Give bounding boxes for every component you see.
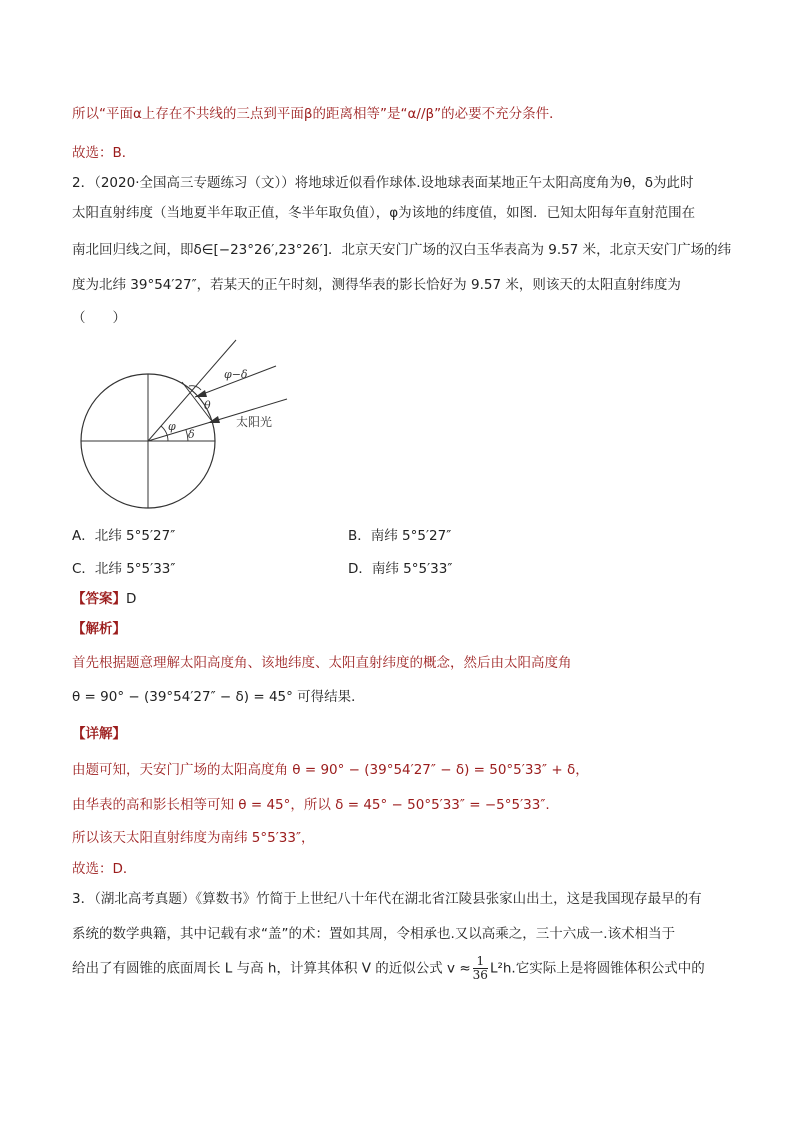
- detail-line3: 所以该天太阳直射纬度为南纬 5°5′33″，: [72, 830, 315, 846]
- label-theta: θ: [204, 399, 211, 412]
- sunray-upper-arrow: [195, 390, 207, 397]
- detail-line2: 由华表的高和影长相等可知 θ = 45°，所以 δ = 45° − 50°5′33″ = −5°5′33″.: [72, 797, 550, 813]
- final-answer: 故选：D．: [72, 861, 137, 877]
- answer-value: D: [126, 591, 137, 607]
- q2-blank: （ ）: [72, 310, 126, 326]
- q2-line1: 2．（2020·全国高三专题练习（文））将地球近似看作球体.设地球表面某地正午太阳高度角为θ，δ为此时: [72, 175, 694, 191]
- q3-line3-end: L²h.它实际上是将圆锥体积公式中的: [489, 960, 705, 977]
- option-c: C．北纬 5°5′33″: [72, 561, 176, 577]
- earth-diagram: [60, 330, 320, 520]
- label-delta: δ: [188, 428, 195, 441]
- label-phi: φ: [168, 420, 176, 433]
- label-sunlight: 太阳光: [236, 415, 273, 429]
- prev-conclusion: 所以“平面α上存在不共线的三点到平面β的距离相等”是“α//β”的必要不充分条件．: [72, 106, 563, 122]
- detail-line1: 由题可知，天安门广场的太阳高度角 θ = 90° − (39°54′27″ − δ) = 50°5′33″ + δ，: [72, 762, 589, 778]
- analysis-text: 首先根据题意理解太阳高度角、该地纬度、太阳直射纬度的概念，然后由太阳高度角: [72, 655, 572, 671]
- analysis-tag: 【解析】: [72, 621, 126, 637]
- prev-answer: 故选：B．: [72, 145, 136, 161]
- option-a: A．北纬 5°5′27″: [72, 528, 176, 544]
- q2-line3: 南北回归线之间，即δ∈[−23°26′,23°26′]．北京天安门广场的汉白玉华表高为 9.57 米，北京天安门广场的纬: [72, 242, 732, 258]
- sunray-lower-arrow: [208, 416, 220, 423]
- label-phi-delta: φ−δ: [224, 368, 248, 381]
- q3-line2: 系统的数学典籍，其中记载有求“盖”的术：置如其周，令相承也.又以高乘之，三十六成一.该术相当于: [72, 926, 676, 942]
- q3-line1: 3．（湖北高考真题）《算数书》竹简于上世纪八十年代在湖北省江陵县张家山出土，这是我国现存最早的有: [72, 891, 702, 907]
- fraction-denominator: 36: [472, 968, 488, 982]
- q2-line4: 度为北纬 39°54′27″，若某天的正午时刻，测得华表的影长恰好为 9.57 米，则该天的太阳直射纬度为: [72, 277, 681, 293]
- analysis-formula: θ = 90° − (39°54′27″ − δ) = 45° 可得结果．: [72, 689, 365, 705]
- answer-tag: 【答案】: [72, 591, 126, 607]
- fraction-numerator: 1: [473, 955, 488, 969]
- option-d: D．南纬 5°5′33″: [348, 561, 453, 577]
- answer-line: [72, 589, 136, 609]
- detail-tag: 【详解】: [72, 726, 126, 742]
- q3-line3-start: 给出了有圆锥的底面周长 L 与高 h，计算其体积 V 的近似公式 v ≈: [72, 960, 471, 977]
- option-b: B．南纬 5°5′27″: [348, 528, 452, 544]
- fraction: [473, 955, 488, 982]
- q2-line2: 太阳直射纬度（当地夏半年取正值，冬半年取负值），φ为该地的纬度值，如图．已知太阳每年直射范围在: [72, 205, 696, 221]
- q3-line3: [72, 955, 705, 982]
- angle-phi-arc: [161, 426, 168, 441]
